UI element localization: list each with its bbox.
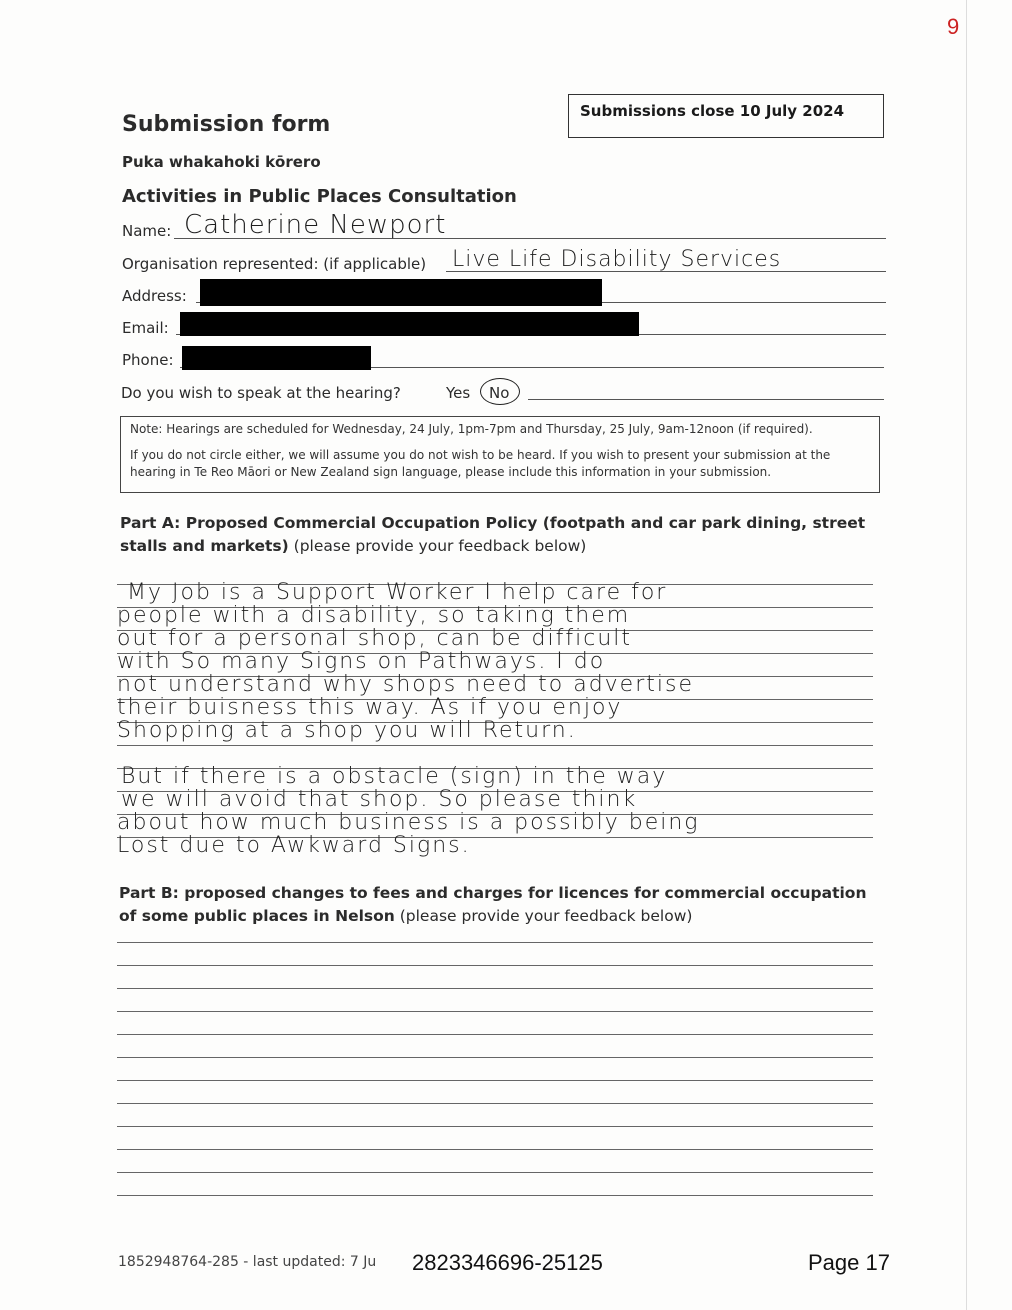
part-b-heading (119, 882, 879, 928)
handwriting-line: people with a disability, so taking them (117, 603, 631, 628)
name-value[interactable]: Catherine Newport (184, 210, 447, 240)
handwriting-line: with So many Signs on Pathways. I do (117, 649, 606, 674)
handwriting-line: My Job is a Support Worker I help care for (127, 580, 668, 605)
page-marker: 9 (947, 14, 960, 39)
consultation-heading: Activities in Public Places Consultation (122, 186, 517, 207)
part-b-answer-area[interactable] (117, 942, 873, 1202)
address-label: Address: (122, 287, 187, 305)
phone-label: Phone: (122, 351, 174, 369)
handwriting-line: out for a personal shop, can be difficult (117, 626, 633, 651)
org-value[interactable]: Live Life Disability Services (452, 247, 782, 272)
note-line-1: Note: Hearings are scheduled for Wednesday, 24 July, 1pm-7pm and Thursday, 25 July, 9am-12noon (if required). (130, 422, 813, 436)
speak-rule (528, 399, 884, 400)
form-subtitle: Puka whakahoki kōrero (122, 153, 321, 171)
handwriting-line: we will avoid that shop. So please think (121, 787, 638, 812)
document-reference: 1852948764-285 - last updated: 7 Ju (118, 1254, 377, 1270)
closing-notice: Submissions close 10 July 2024 (568, 94, 884, 138)
part-a-heading-bold: Part A: Proposed Commercial Occupation Policy (footpath and car park dining, street stalls and markets) (120, 514, 866, 555)
speak-yes-option[interactable]: Yes (446, 384, 471, 402)
part-a-heading (120, 512, 880, 558)
part-b-heading-rest: (please provide your feedback below) (394, 907, 693, 925)
handwriting-line: their buisness this way. As if you enjoy (117, 695, 623, 720)
form-title: Submission form (122, 112, 331, 137)
hearing-note (120, 416, 880, 493)
page-edge (966, 0, 967, 1310)
handwriting-line: Shopping at a shop you will Return. (117, 718, 577, 743)
org-label: Organisation represented: (if applicable) (122, 255, 427, 273)
handwriting-line: about how much business is a possibly being (117, 810, 700, 835)
note-line-2: If you do not circle either, we will assume you do not wish to be heard. If you wish to present your submission at the hearing in Te Reo Māori or New Zealand sign language, please include this information in your submission. (130, 448, 831, 479)
email-label: Email: (122, 319, 169, 337)
handwriting-line: not understand why shops need to advertise (117, 672, 694, 697)
email-redaction (180, 312, 639, 336)
address-redaction (200, 279, 602, 306)
speak-no-option[interactable]: No (489, 384, 510, 402)
handwriting-line: Lost due to Awkward Signs. (117, 833, 471, 858)
part-a-answer-area[interactable] (117, 580, 873, 864)
part-a-heading-rest: (please provide your feedback below) (288, 537, 587, 555)
handwriting-line: But if there is a obstacle (sign) in the way (121, 764, 668, 789)
name-label: Name: (122, 222, 172, 240)
part-b-heading-bold: Part B: proposed changes to fees and charges for licences for commercial occupation of some public places in Nelson (119, 884, 867, 925)
overlay-document-id: 2823346696-25125 (412, 1250, 603, 1275)
page-number: Page 17 (808, 1250, 890, 1275)
speak-label: Do you wish to speak at the hearing? (121, 384, 401, 402)
phone-redaction (182, 346, 371, 370)
